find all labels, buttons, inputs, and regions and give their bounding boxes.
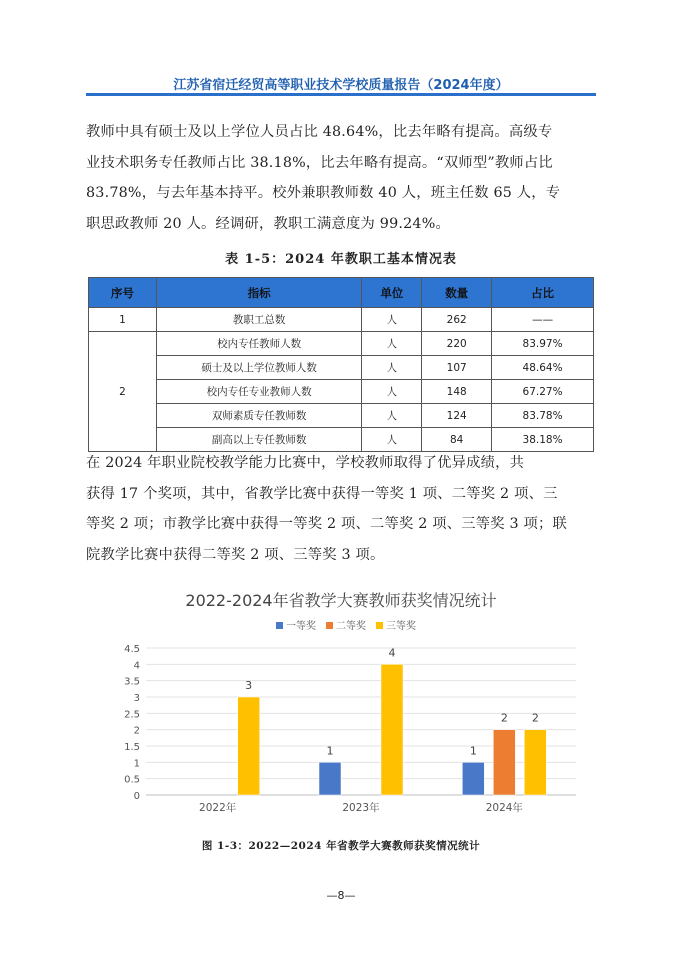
table-header-row (89, 278, 594, 308)
paragraph-line: 业技术职务专任教师占比 38.18%，比去年略有提高。“双师型”教师占比 (86, 154, 553, 171)
paragraph-line: 等奖 2 项；市教学比赛中获得一等奖 2 项、二等奖 2 项、三等奖 3 项；联 (86, 516, 568, 532)
y-tick-label: 2 (133, 725, 140, 737)
paragraph-line: 在 2024 年职业院校教学能力比赛中，学校教师取得了优异成绩，共 (86, 455, 525, 471)
y-tick-label: 3 (133, 693, 140, 704)
cell-unit: 人 (362, 380, 422, 404)
cell-unit: 人 (362, 356, 422, 380)
figure-caption: 图 1-3：2022—2024 年省教学大赛教师获奖情况统计 (201, 840, 481, 852)
cell-indicator: 教职工总数 (156, 308, 362, 332)
cell-ratio: 83.78% (492, 404, 594, 428)
header-no: 序号 (89, 278, 157, 308)
table-caption: 表 1-5：2024 年教职工基本情况表 (225, 252, 457, 267)
table-row (89, 356, 594, 380)
cell-unit: 人 (362, 308, 422, 332)
cell-indicator: 校内专任教师人数 (156, 332, 362, 356)
cell-ratio: 67.27% (492, 380, 594, 404)
staff-table (88, 277, 594, 452)
bar-三等奖 (381, 664, 403, 795)
x-tick-label: 2024年 (485, 802, 523, 814)
data-label: 3 (245, 679, 253, 692)
legend-label: 二等奖 (336, 621, 366, 632)
cell-ratio: 48.64% (492, 356, 594, 380)
y-tick-label: 2.5 (124, 709, 140, 721)
header-indicator: 指标 (156, 278, 362, 308)
cell-ratio: —— (492, 308, 594, 332)
cell-unit: 人 (362, 332, 422, 356)
cell-indicator: 校内专任专业教师人数 (156, 380, 362, 404)
y-tick-label: 1 (133, 758, 140, 770)
chart-canvas (86, 580, 596, 825)
x-tick-label: 2023年 (342, 802, 380, 814)
table-row (89, 404, 594, 428)
cell-no: 1 (89, 308, 157, 332)
table-row (89, 308, 594, 332)
cell-indicator: 硕士及以上学位教师人数 (156, 356, 362, 380)
data-label: 1 (326, 744, 334, 758)
paragraph-line: 教师中具有硕士及以上学位人员占比 48.64%，比去年略有提高。高级专 (86, 124, 553, 140)
data-label: 1 (469, 744, 477, 758)
y-tick-label: 0.5 (124, 774, 140, 786)
cell-count: 124 (422, 404, 492, 428)
cell-count: 220 (422, 332, 492, 356)
paragraph-line: 院教学比赛中获得二等奖 2 项、三等奖 3 项。 (86, 546, 385, 563)
chart-title: 2022-2024年省教学大赛教师获奖情况统计 (185, 591, 497, 610)
cell-unit: 人 (362, 404, 422, 428)
table-row (89, 380, 594, 404)
y-tick-label: 0 (133, 791, 140, 802)
header-ratio: 占比 (492, 278, 594, 308)
y-tick-label: 3.5 (124, 676, 140, 688)
report-header-title: 江苏省宿迁经贸高等职业技术学校质量报告（2024年度） (173, 78, 509, 93)
cell-ratio: 83.97% (492, 332, 594, 356)
paragraph-line: 获得 17 个奖项，其中，省教学比赛中获得一等奖 1 项、二等奖 2 项、三 (86, 485, 558, 502)
y-tick-label: 4 (133, 660, 140, 672)
bar-三等奖 (238, 697, 260, 795)
cell-no: 2 (89, 332, 157, 452)
cell-indicator: 双师素质专任教师数 (156, 404, 362, 428)
legend-swatch (376, 622, 383, 629)
paragraph-staff-summary (86, 117, 596, 239)
cell-count: 148 (422, 380, 492, 404)
page-number: —8— (326, 889, 356, 902)
cell-unit: 人 (362, 428, 422, 452)
bar-一等奖 (462, 762, 484, 795)
header-rule (86, 93, 596, 96)
legend-swatch (276, 622, 283, 629)
y-tick-label: 1.5 (124, 742, 140, 753)
bar-一等奖 (319, 762, 341, 795)
cell-count: 262 (422, 308, 492, 332)
cell-ratio: 38.18% (492, 428, 594, 452)
paragraph-awards (86, 448, 596, 570)
legend-label: 三等奖 (386, 621, 416, 632)
awards-chart (86, 580, 596, 825)
cell-count: 107 (422, 356, 492, 380)
data-label: 2 (531, 711, 539, 725)
data-label: 2 (500, 711, 508, 725)
paragraph-line: 职思政教师 20 人。经调研，教职工满意度为 99.24%。 (86, 215, 450, 232)
legend-label: 一等奖 (286, 621, 316, 632)
cell-count: 84 (422, 428, 492, 452)
bar-二等奖 (493, 730, 515, 795)
header-count: 数量 (422, 278, 492, 308)
y-tick-label: 4.5 (124, 644, 140, 655)
legend-swatch (326, 622, 333, 629)
x-tick-label: 2022年 (199, 802, 237, 814)
bar-三等奖 (524, 730, 546, 795)
paragraph-line: 83.78%，与去年基本持平。校外兼职教师数 40 人，班主任数 65 人，专 (86, 185, 561, 201)
header-unit: 单位 (362, 278, 422, 308)
data-label: 4 (388, 646, 396, 660)
table-row (89, 332, 594, 356)
cell-indicator: 副高以上专任教师数 (156, 428, 362, 452)
